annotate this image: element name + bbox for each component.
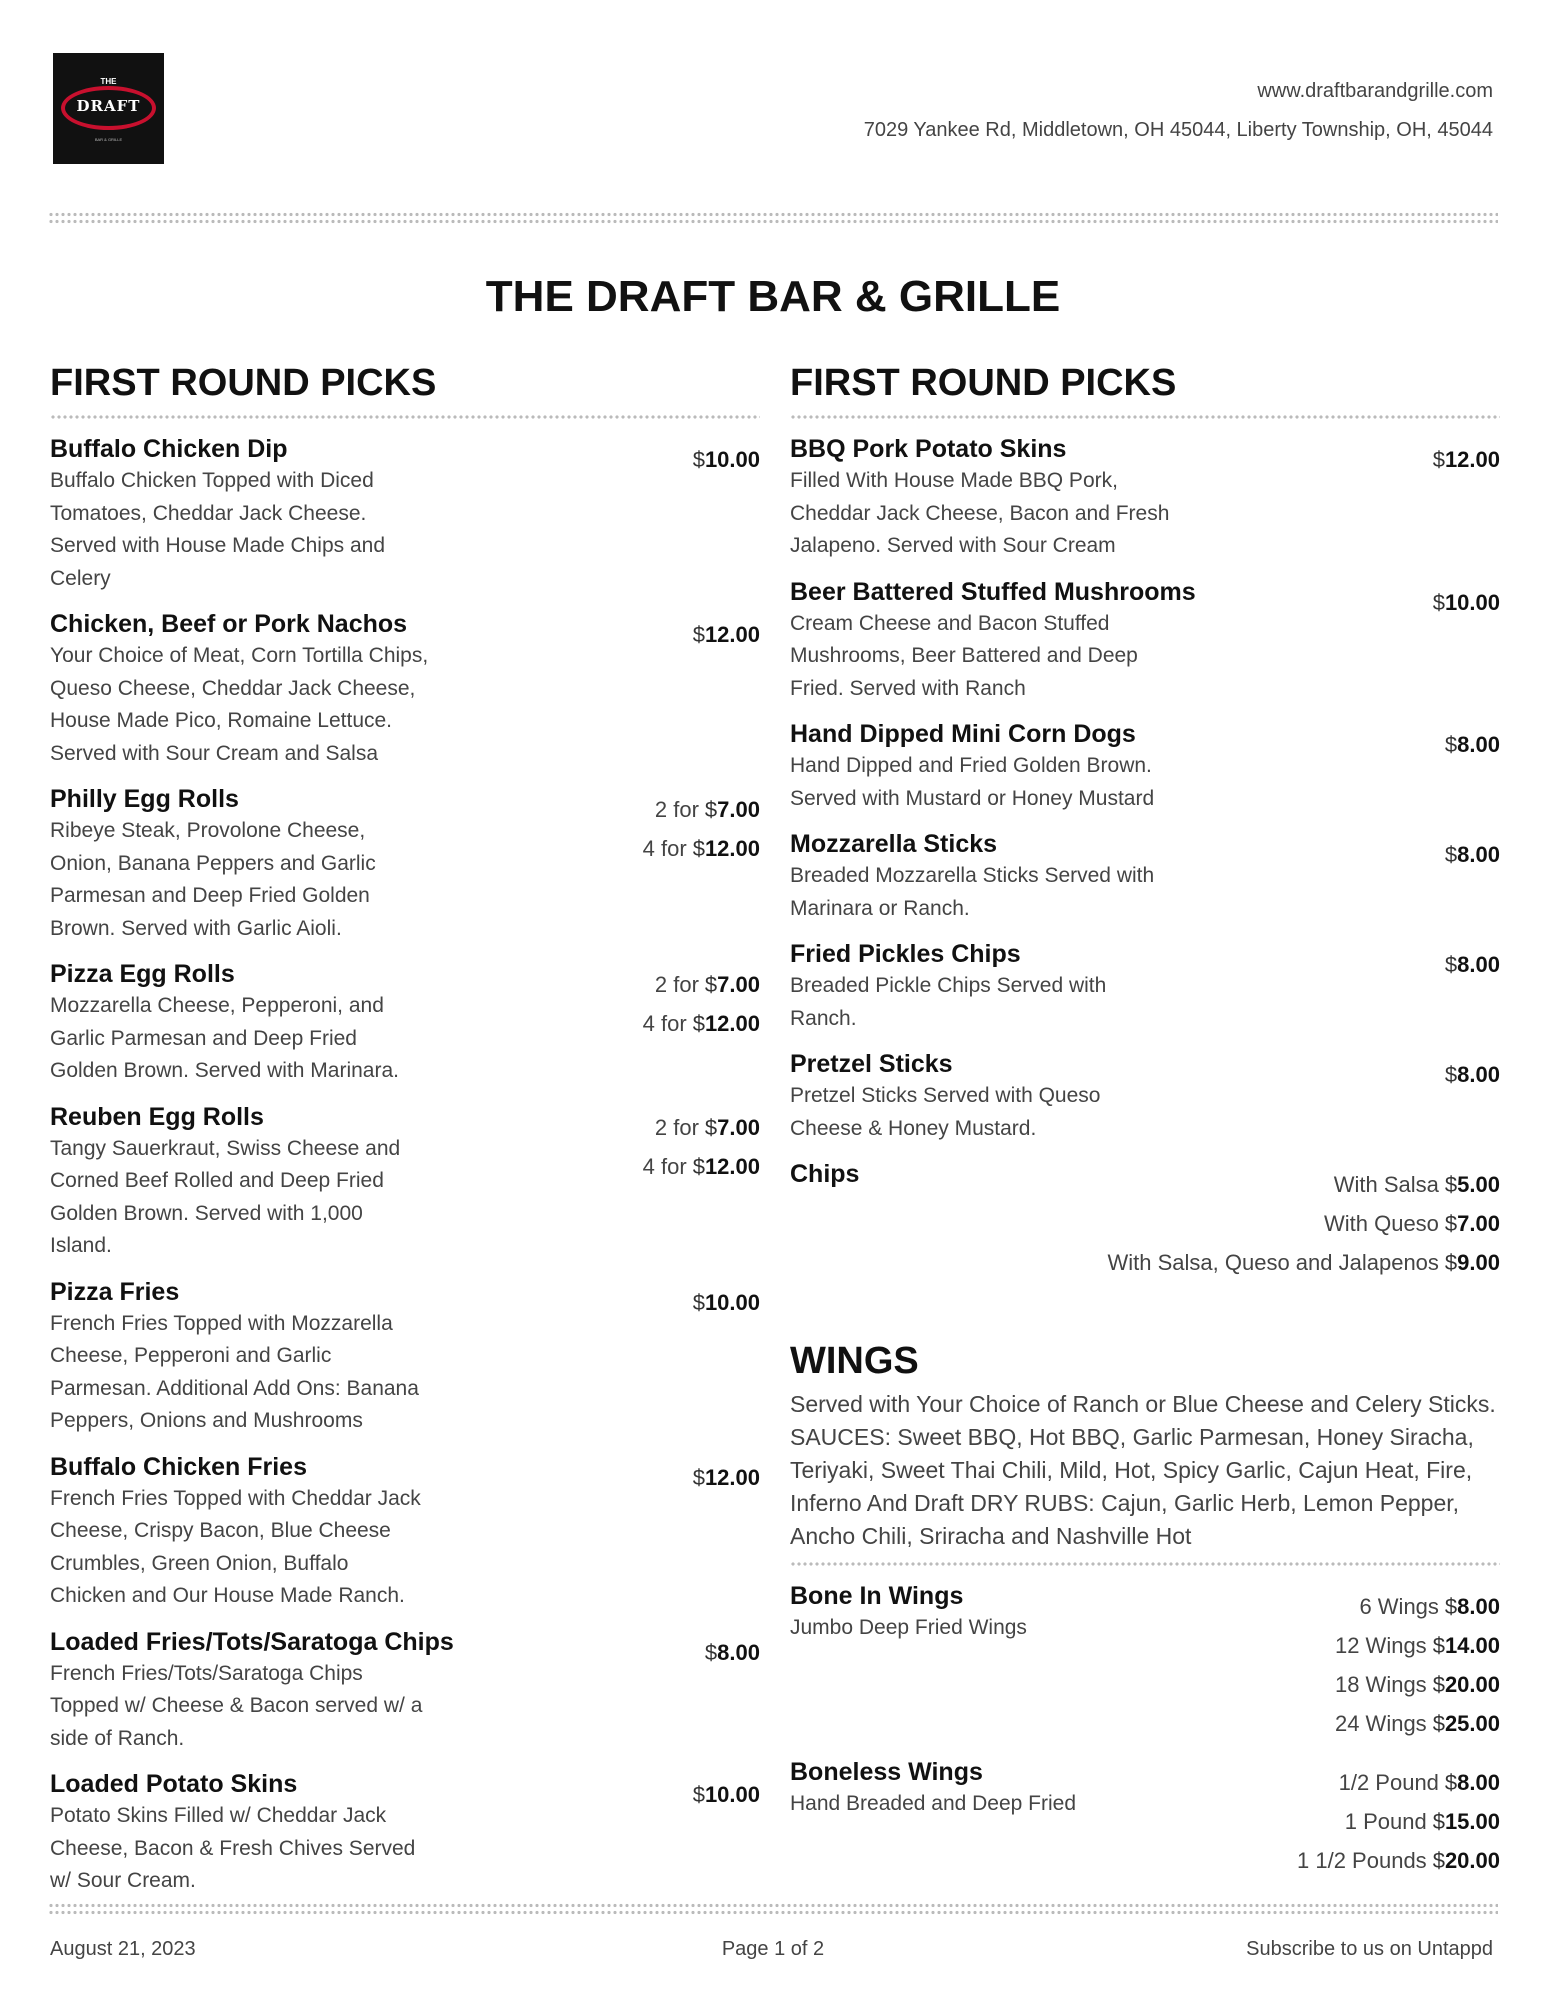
menu-item: [790, 719, 1500, 815]
menu-item-description: Breaded Mozzarella Sticks Served with Marinara or Ranch.: [790, 864, 1155, 920]
price-list: [693, 440, 760, 479]
right-column: [790, 360, 1500, 1894]
subscribe-link[interactable]: Subscribe to us on Untappd: [1246, 1938, 1493, 1960]
website-link[interactable]: www.draftbarandgrille.com: [1257, 80, 1493, 102]
right-section-heading: FIRST ROUND PICKS: [790, 362, 1177, 404]
price-row: [643, 1147, 760, 1186]
currency-symbol: $: [692, 447, 705, 472]
menu-item: [50, 434, 760, 595]
menu-item-name: Chicken, Beef or Pork Nachos: [50, 610, 408, 638]
menu-item: [790, 1049, 1500, 1145]
currency-symbol: $: [692, 1153, 705, 1179]
menu-item-name: Reuben Egg Rolls: [50, 1102, 264, 1131]
price-row: [643, 965, 760, 1004]
page-number: Page 1 of 2: [721, 1938, 825, 1960]
price-row: [1433, 440, 1500, 479]
price-row: [643, 1108, 760, 1147]
price-list: [643, 965, 760, 1043]
currency-symbol: $: [1444, 1211, 1458, 1236]
wings-heading: WINGS: [790, 1340, 919, 1382]
currency-symbol: $: [704, 1114, 718, 1140]
price-amount: 20.00: [1444, 1672, 1500, 1697]
menu-item-description: Breaded Pickle Chips Served with Ranch.: [790, 974, 1107, 1030]
price-label: 1 Pound: [1344, 1809, 1427, 1834]
price-amount: 12.00: [704, 1153, 760, 1179]
price-list: [1433, 583, 1500, 622]
restaurant-logo: [53, 53, 164, 164]
menu-item-description: Filled With House Made BBQ Pork, Cheddar Jack Cheese, Bacon and Fresh Jalapeno. Served with Sour Cream: [790, 469, 1170, 557]
currency-symbol: $: [1444, 952, 1458, 977]
price-list: [643, 790, 760, 868]
price-amount: 8.00: [717, 1639, 760, 1665]
price-row: [1335, 1587, 1500, 1626]
price-amount: 10.00: [1444, 589, 1500, 615]
currency-symbol: $: [704, 972, 718, 997]
price-row: [693, 615, 760, 654]
price-label: With Queso: [1323, 1211, 1439, 1236]
currency-symbol: $: [1444, 1062, 1458, 1087]
price-amount: 15.00: [1444, 1809, 1500, 1834]
price-label: 1/2 Pound: [1338, 1770, 1439, 1795]
menu-item: [50, 1452, 760, 1613]
menu-item-description: Potato Skins Filled w/ Cheddar Jack Cheese, Bacon & Fresh Chives Served w/ Sour Cream.: [50, 1804, 416, 1892]
price-list: [693, 615, 760, 654]
menu-item-name: Buffalo Chicken Fries: [50, 1452, 307, 1481]
currency-symbol: $: [1444, 1594, 1458, 1619]
price-label: 4 for: [642, 836, 687, 861]
price-row: [693, 1283, 760, 1322]
price-amount: 20.00: [1444, 1848, 1500, 1873]
price-row: [693, 440, 760, 479]
section-divider: [790, 1561, 1500, 1567]
currency-symbol: $: [692, 1011, 705, 1036]
address-text: 7029 Yankee Rd, Middletown, OH 45044, Liberty Township, OH, 45044: [863, 119, 1493, 141]
price-label: 24 Wings: [1334, 1711, 1427, 1736]
left-column: [50, 360, 760, 1912]
price-amount: 9.00: [1457, 1250, 1500, 1275]
price-list: [1108, 1165, 1501, 1282]
currency-symbol: $: [704, 1639, 718, 1665]
menu-item: [50, 959, 760, 1088]
menu-item: [790, 1757, 1500, 1880]
price-list: [693, 1283, 760, 1322]
price-amount: 12.00: [704, 622, 760, 647]
currency-symbol: $: [1444, 1172, 1458, 1197]
left-menu-list: [50, 434, 760, 1898]
menu-item: [790, 434, 1500, 563]
price-list: [1445, 1055, 1500, 1094]
price-amount: 5.00: [1457, 1172, 1500, 1197]
price-row: [1108, 1204, 1501, 1243]
price-row: [643, 1004, 760, 1043]
price-label: With Salsa, Queso and Jalapenos: [1107, 1250, 1439, 1275]
footer-divider: [48, 1902, 1498, 1916]
currency-symbol: $: [1432, 1848, 1445, 1873]
price-list: [705, 1633, 760, 1672]
menu-item-name: Beer Battered Stuffed Mushrooms: [790, 577, 1196, 606]
currency-symbol: $: [1444, 732, 1458, 757]
wings-description: Served with Your Choice of Ranch or Blue Cheese and Celery Sticks. SAUCES: Sweet BBQ, Hot BBQ, Garlic Parmesan, Honey Siracha, Teriyaki, Sweet Thai Chili, Mild, Hot, Spicy Garlic, Cajun Heat, Fire, Inferno And Draft DRY RUBS: Cajun, Garlic Herb, Lemon Pepper, Ancho Chili, Sriracha and Nashville Hot: [790, 1391, 1496, 1549]
menu-item-description: Your Choice of Meat, Corn Tortilla Chips, Queso Cheese, Cheddar Jack Cheese, House Made Pico, Romaine Lettuce. Served with Sour Cream and Salsa: [50, 644, 429, 765]
price-label: 18 Wings: [1334, 1672, 1427, 1697]
currency-symbol: $: [1432, 1672, 1445, 1697]
currency-symbol: $: [1444, 1250, 1458, 1275]
price-row: [643, 829, 760, 868]
menu-item-name: Loaded Potato Skins: [50, 1770, 298, 1798]
price-amount: 10.00: [704, 1782, 760, 1807]
menu-item-name: Fried Pickles Chips: [790, 940, 1021, 968]
menu-item-description: Pretzel Sticks Served with Queso Cheese & Honey Mustard.: [790, 1084, 1101, 1140]
menu-item-description: Jumbo Deep Fried Wings: [790, 1616, 1027, 1639]
price-row: [1445, 945, 1500, 984]
price-amount: 12.00: [704, 836, 760, 861]
price-row: [1297, 1802, 1500, 1841]
currency-symbol: $: [1444, 842, 1458, 867]
right-menu-list: [790, 434, 1500, 1282]
currency-symbol: $: [692, 836, 705, 861]
price-amount: 7.00: [1457, 1211, 1500, 1236]
price-label: 12 Wings: [1334, 1633, 1427, 1658]
menu-item-description: Hand Dipped and Fried Golden Brown. Served with Mustard or Honey Mustard: [790, 754, 1155, 810]
menu-item-description: Hand Breaded and Deep Fried: [790, 1792, 1077, 1815]
menu-item-name: Philly Egg Rolls: [50, 785, 239, 813]
price-row: [1445, 725, 1500, 764]
menu-item-name: Pizza Fries: [50, 1277, 180, 1306]
currency-symbol: $: [1432, 1711, 1445, 1736]
price-list: [643, 1108, 760, 1186]
price-row: [705, 1633, 760, 1672]
price-list: [1445, 725, 1500, 764]
menu-item-name: Pizza Egg Rolls: [50, 960, 235, 988]
menu-item: [50, 784, 760, 945]
price-row: [1297, 1841, 1500, 1880]
price-amount: 12.00: [1444, 447, 1500, 472]
logo-name-text: DRAFT: [76, 97, 141, 115]
price-label: 4 for: [642, 1011, 687, 1036]
currency-symbol: $: [692, 1782, 705, 1807]
price-row: [1108, 1243, 1501, 1282]
price-amount: 7.00: [717, 1114, 760, 1140]
currency-symbol: $: [692, 622, 705, 647]
price-row: [1335, 1626, 1500, 1665]
currency-symbol: $: [1432, 589, 1445, 615]
price-list: [1297, 1763, 1500, 1880]
logo-sub-text: BAR & GRILLE: [94, 137, 123, 142]
price-row: [1445, 835, 1500, 874]
price-label: With Salsa: [1333, 1172, 1439, 1197]
price-amount: 8.00: [1457, 1062, 1500, 1087]
page-title: THE DRAFT BAR & GRILLE: [485, 272, 1061, 321]
price-row: [1335, 1704, 1500, 1743]
price-label: 2 for: [654, 972, 699, 997]
menu-item: [50, 1277, 760, 1438]
price-amount: 14.00: [1444, 1633, 1500, 1658]
menu-item: [50, 609, 760, 770]
price-amount: 8.00: [1457, 842, 1500, 867]
currency-symbol: $: [704, 797, 718, 822]
menu-item-name: Pretzel Sticks: [790, 1050, 953, 1078]
price-amount: 8.00: [1457, 1594, 1500, 1619]
price-amount: 7.00: [717, 972, 760, 997]
currency-symbol: $: [1444, 1770, 1458, 1795]
price-label: 1 1/2 Pounds: [1297, 1848, 1427, 1873]
menu-item-description: Buffalo Chicken Topped with Diced Tomatoes, Cheddar Jack Cheese. Served with House Made Chips and Celery: [50, 469, 386, 590]
menu-item: [50, 1627, 760, 1756]
price-list: [693, 1458, 760, 1497]
price-row: [1108, 1165, 1501, 1204]
price-row: [643, 790, 760, 829]
price-label: 2 for: [654, 797, 699, 822]
menu-item-name: Chips: [790, 1160, 860, 1188]
price-row: [1433, 583, 1500, 622]
currency-symbol: $: [1432, 447, 1445, 472]
menu-item-name: BBQ Pork Potato Skins: [790, 435, 1067, 463]
menu-item: [790, 1581, 1500, 1743]
price-amount: 10.00: [704, 447, 760, 472]
price-row: [693, 1458, 760, 1497]
price-amount: 8.00: [1457, 1770, 1500, 1795]
menu-item: [50, 1102, 760, 1263]
menu-item-description: Mozzarella Cheese, Pepperoni, and Garlic Parmesan and Deep Fried Golden Brown. Served with Marinara.: [50, 994, 399, 1082]
wings-menu-list: [790, 1581, 1500, 1880]
price-list: [1335, 1587, 1500, 1743]
price-amount: 7.00: [717, 797, 760, 822]
price-list: [1445, 835, 1500, 874]
menu-item: [50, 1769, 760, 1898]
price-row: [1297, 1763, 1500, 1802]
price-amount: 8.00: [1457, 732, 1500, 757]
currency-symbol: $: [1432, 1809, 1445, 1834]
menu-item-description: French Fries Topped with Cheddar Jack Cheese, Crispy Bacon, Blue Cheese Crumbles, Green Onion, Buffalo Chicken and Our House Made Ranch.: [50, 1486, 421, 1607]
price-amount: 8.00: [1457, 952, 1500, 977]
price-row: [693, 1775, 760, 1814]
section-divider: [790, 414, 1500, 420]
price-amount: 12.00: [704, 1464, 760, 1490]
menu-item-description: Ribeye Steak, Provolone Cheese, Onion, Banana Peppers and Garlic Parmesan and Deep Fried Golden Brown. Served with Garlic Aioli.: [50, 819, 376, 940]
menu-item-description: French Fries/Tots/Saratoga Chips Topped w/ Cheese & Bacon served w/ a side of Ranch.: [50, 1661, 423, 1750]
menu-item-name: Boneless Wings: [790, 1758, 983, 1786]
price-list: [1433, 440, 1500, 479]
logo-top-text: THE: [100, 77, 117, 86]
menu-item-name: Bone In Wings: [790, 1582, 964, 1610]
menu-item-name: Hand Dipped Mini Corn Dogs: [790, 720, 1136, 748]
currency-symbol: $: [1432, 1633, 1445, 1658]
price-amount: 25.00: [1444, 1711, 1500, 1736]
section-divider: [50, 414, 760, 420]
menu-item-name: Loaded Fries/Tots/Saratoga Chips: [50, 1627, 454, 1656]
price-label: 4 for: [642, 1153, 687, 1179]
price-amount: 10.00: [704, 1289, 760, 1315]
footer-date: August 21, 2023: [50, 1938, 196, 1960]
wings-section: [790, 1338, 1500, 1880]
left-section-heading: FIRST ROUND PICKS: [50, 362, 437, 404]
header-divider: [48, 211, 1498, 225]
currency-symbol: $: [692, 1289, 705, 1315]
price-row: [1445, 1055, 1500, 1094]
menu-item: [790, 577, 1500, 706]
menu-item: [790, 939, 1500, 1035]
menu-item-description: Cream Cheese and Bacon Stuffed Mushrooms, Beer Battered and Deep Fried. Served with Ranch: [790, 611, 1138, 700]
menu-item-name: Buffalo Chicken Dip: [50, 435, 288, 463]
price-label: 6 Wings: [1359, 1594, 1439, 1619]
price-label: 2 for: [654, 1114, 699, 1140]
menu-item-name: Mozzarella Sticks: [790, 830, 998, 858]
menu-item: [790, 1159, 1500, 1282]
menu-item-description: French Fries Topped with Mozzarella Cheese, Pepperoni and Garlic Parmesan. Additional Add Ons: Banana Peppers, Onions and Mushrooms: [50, 1311, 419, 1432]
price-row: [1335, 1665, 1500, 1704]
menu-item: [790, 829, 1500, 925]
price-amount: 12.00: [704, 1011, 760, 1036]
menu-item-description: Tangy Sauerkraut, Swiss Cheese and Corned Beef Rolled and Deep Fried Golden Brown. Served with 1,000 Island.: [50, 1136, 401, 1257]
price-list: [1445, 945, 1500, 984]
currency-symbol: $: [692, 1464, 705, 1490]
price-list: [693, 1775, 760, 1814]
